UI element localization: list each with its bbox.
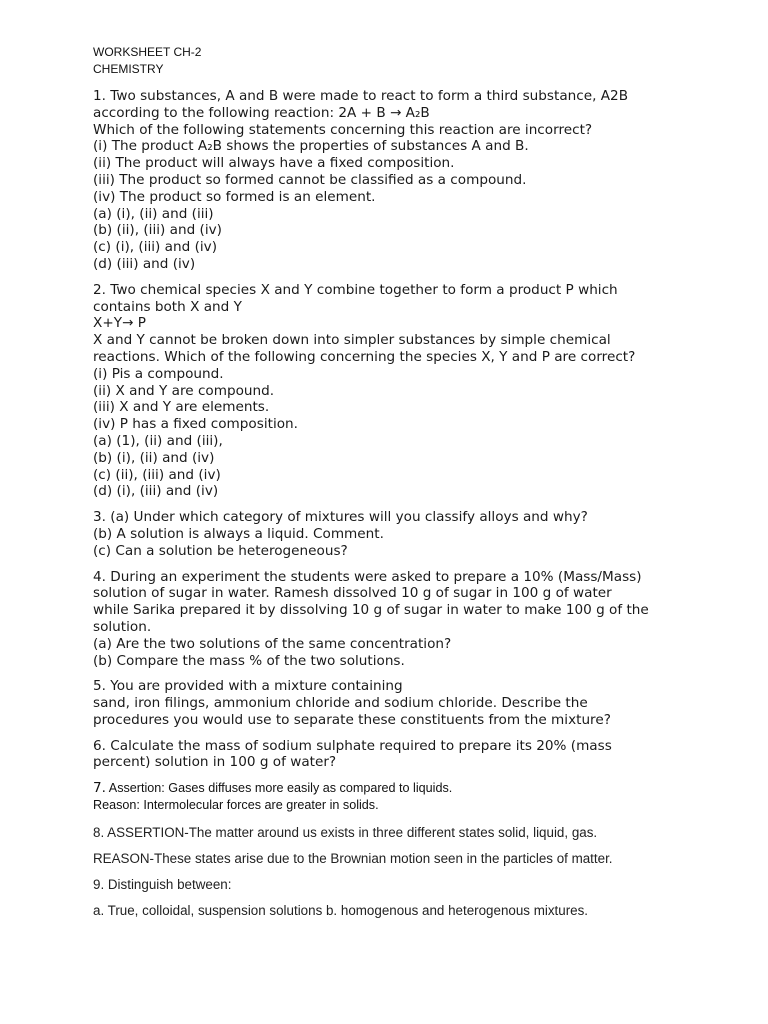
question-4-line: 4. During an experiment the students were asked to prepare a 10% (Mass/Mass) (93, 568, 642, 585)
question-2-option: (a) (1), (ii) and (iii), (93, 432, 223, 449)
question-1-line: (i) The product A₂B shows the properties of substances A and B. (93, 138, 529, 155)
question-2-option: (b) (i), (ii) and (iv) (93, 449, 215, 466)
question-4-line: solution. (93, 618, 152, 635)
question-2-line: contains both X and Y (93, 298, 242, 315)
question-2-line: (ii) X and Y are compound. (93, 382, 275, 399)
question-1-line: (iv) The product so formed is an element. (93, 188, 376, 205)
question-7-assertion (93, 780, 733, 797)
question-1-line: according to the following reaction: 2A + B → A₂B (93, 104, 430, 121)
question-4-line: (a) Are the two solutions of the same concentration? (93, 635, 452, 652)
question-2-line: 2. Two chemical species X and Y combine together to form a product P which (93, 281, 618, 298)
question-4-line: solution of sugar in water. Ramesh dissolved 10 g of sugar in 100 g of water (93, 585, 612, 602)
subject-title: CHEMISTRY (93, 62, 164, 76)
question-1-option: (a) (i), (ii) and (iii) (93, 205, 214, 222)
question-5-line: procedures you would use to separate these constituents from the mixture? (93, 711, 611, 728)
question-2 (93, 282, 733, 500)
worksheet-page (93, 44, 733, 919)
question-3-line: (c) Can a solution be heterogeneous? (93, 542, 348, 559)
question-1-option: (d) (iii) and (iv) (93, 255, 196, 272)
question-8-assertion: 8. ASSERTION-The matter around us exists in three different states solid, liquid, gas. (93, 825, 598, 841)
worksheet-header (93, 44, 733, 78)
question-9-items: a. True, colloidal, suspension solutions b. homogenous and heterogenous mixtures. (93, 903, 589, 919)
question-2-line: (iii) X and Y are elements. (93, 399, 270, 416)
worksheet-title: WORKSHEET CH-2 (93, 45, 202, 59)
question-2-option: (d) (i), (iii) and (iv) (93, 483, 219, 500)
question-3-line: 3. (a) Under which category of mixtures will you classify alloys and why? (93, 509, 588, 526)
question-7-reason: Reason: Intermolecular forces are greater in solids. (93, 798, 379, 813)
question-7-assertion-text: Assertion: Gases diffuses more easily as compared to liquids. (108, 781, 453, 796)
question-1 (93, 88, 733, 273)
question-6-line: 6. Calculate the mass of sodium sulphate required to prepare its 20% (mass (93, 737, 612, 754)
question-7-number: 7. (93, 780, 106, 797)
question-1-option: (c) (i), (iii) and (iv) (93, 239, 218, 256)
question-2-option: (c) (ii), (iii) and (iv) (93, 466, 221, 483)
question-1-line: 1. Two substances, A and B were made to react to form a third substance, A2B (93, 88, 629, 104)
question-2-line: (i) Pis a compound. (93, 365, 224, 382)
question-7 (93, 780, 733, 814)
question-2-line: reactions. Which of the following concerning the species X, Y and P are correct? (93, 348, 636, 365)
question-5-line: sand, iron filings, ammonium chloride and sodium chloride. Describe the (93, 695, 588, 712)
question-1-line: (ii) The product will always have a fixed composition. (93, 155, 455, 172)
question-1-line: Which of the following statements concerning this reaction are incorrect? (93, 121, 593, 138)
question-3 (93, 509, 733, 559)
question-1-line: (iii) The product so formed cannot be classified as a compound. (93, 171, 527, 188)
question-4-line: (b) Compare the mass % of the two solutions. (93, 652, 405, 669)
question-2-line: X+Y→ P (93, 315, 146, 332)
question-4 (93, 569, 733, 670)
question-4-line: while Sarika prepared it by dissolving 10 g of sugar in water to make 100 g of the (93, 602, 649, 619)
question-2-line: X and Y cannot be broken down into simpler substances by simple chemical (93, 332, 611, 349)
question-6-line: percent) solution in 100 g of water? (93, 754, 337, 771)
question-5-line: 5. You are provided with a mixture containing (93, 678, 403, 695)
question-6 (93, 738, 733, 772)
question-2-line: (iv) P has a fixed composition. (93, 416, 298, 433)
question-5 (93, 678, 733, 728)
question-9-prompt: 9. Distinguish between: (93, 877, 232, 893)
question-3-line: (b) A solution is always a liquid. Comment. (93, 525, 384, 542)
question-1-option: (b) (ii), (iii) and (iv) (93, 222, 222, 239)
question-8-reason: REASON-These states arise due to the Brownian motion seen in the particles of matter. (93, 851, 613, 867)
